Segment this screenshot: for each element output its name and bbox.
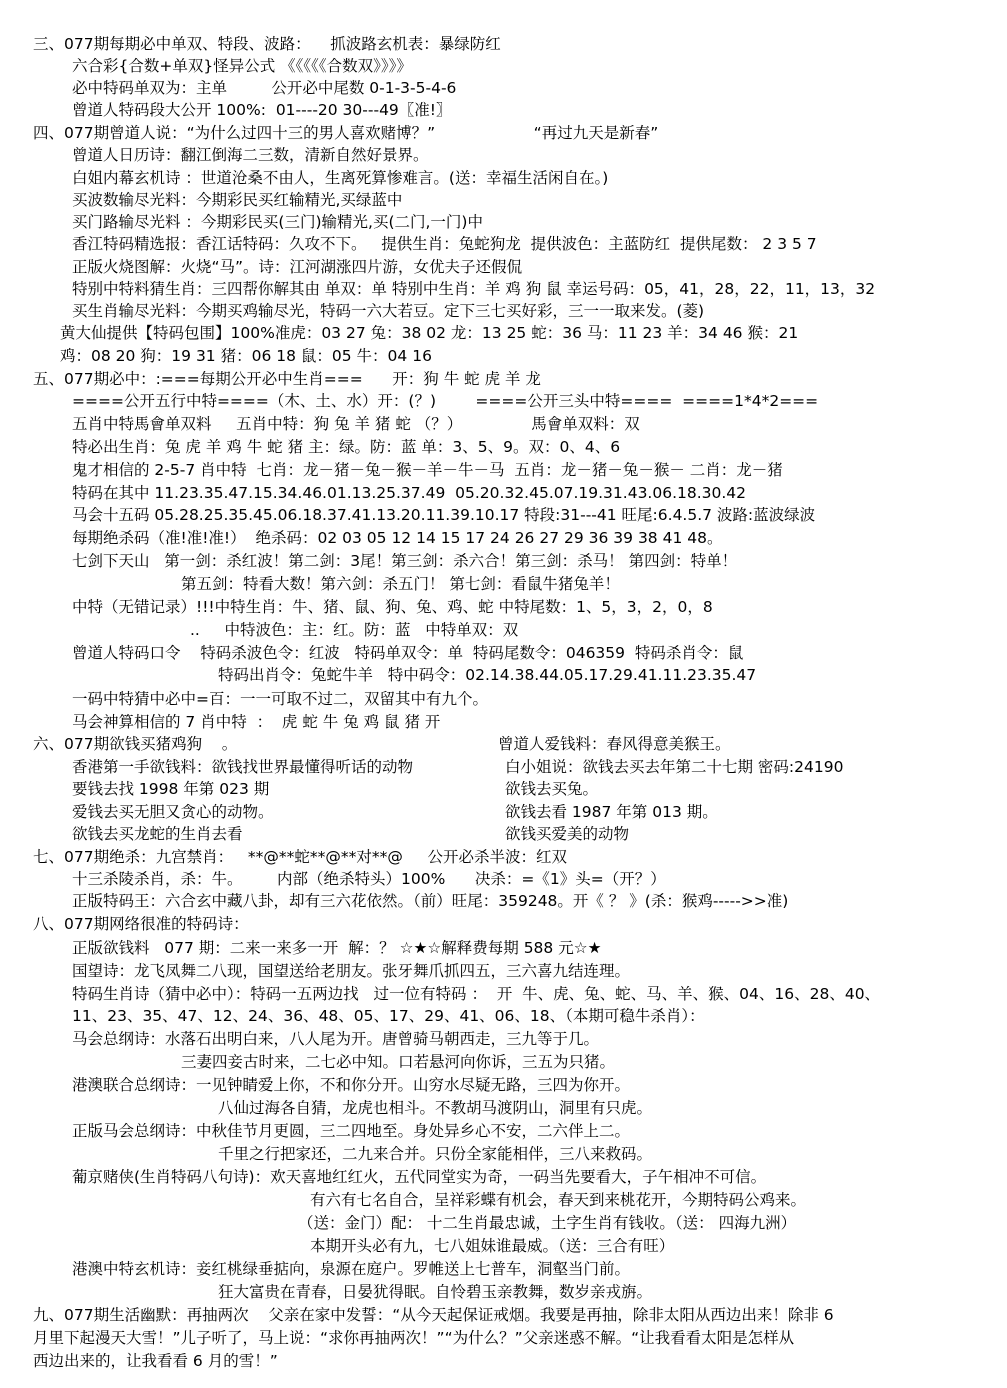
text-line: 必中特码单双为：主单 公开必中尾数 0-1-3-5-4-6 (72, 79, 457, 97)
text-line: 白姐内幕玄机诗 ：世道沧桑不由人，生离死算惨难言。(送：幸福生活闲自在。) (72, 169, 609, 187)
text-line: 欲钱买爱美的动物 (505, 825, 630, 843)
text-line: 欲钱去买兔。 (505, 780, 599, 798)
text-line: 鸡：08 20 狗：19 31 猪：06 18 鼠：05 牛：04 16 (60, 347, 432, 365)
text-line: 马会神算相信的 7 肖中特 ： 虎 蛇 牛 兔 鸡 鼠 猪 开 (72, 713, 441, 731)
text-line: 爱钱去买无胆又贪心的动物。 (72, 803, 274, 821)
text-line: 港澳中特玄机诗：妾红桃绿垂掂向，泉源在庭户。罗帷送上七普车，洞壑当门前。 (72, 1260, 631, 1278)
text-line: 特码在其中 11.23.35.47.15.34.46.01.13.25.37.49 05.20.32.45.07.19.31.43.06.18.30.42 (72, 484, 747, 502)
text-line: 11、23、35、47、12、24、36、48、05、17、29、41、06、18、（本期可稳牛杀肖）： (72, 1007, 705, 1025)
text-line: 本期开头必有九，七八姐妹谁最威。（送：三合有旺） (310, 1237, 675, 1255)
text-line: 狂大富贵在青春，日晏犹得眠。自怜碧玉亲教舞，数岁亲戎旃。 (218, 1283, 653, 1301)
text-line: 港澳联合总纲诗：一见钟睛爱上你，不和你分开。山穷水尽疑无路，三四为你开。 (72, 1076, 631, 1094)
text-line: 香江特码精选报：香江话特码：久攻不下。 提供生肖：兔蛇狗龙 提供波色：主蓝防红 提供尾数： 2 3 5 7 (72, 235, 817, 253)
text-line: 曾道人特码段大公开 100%: 01----20 30---49〖准!〗 (72, 101, 452, 119)
text-line: .. 中特波色：主：红。防：蓝 中特单双：双 (190, 621, 519, 639)
section-4-heading: 四、077期曾道人说：“为什么过四十三的男人喜欢赌博？” “再过九天是新春” (33, 124, 659, 142)
text-line: 正版特码王：六合玄中藏八卦，却有三六花依然。（前）旺尾：359248。开《 ？ 》(杀：猴鸡----->>准) (72, 892, 789, 910)
text-line: 马会总纲诗：水落石出明白来，八人尾为开。唐曾骑马朝西走，三九等于几。 (72, 1030, 600, 1048)
text-line: 月里下起漫天大雪！”儿子听了，马上说：“求你再抽两次！”“为什么？”父亲迷惑不解。“让我看看太阳是怎样从 (33, 1329, 795, 1347)
text-line: 正版欲钱料 077 期：二来一来多一开 解：？ ☆★☆解释费每期 588 元☆★ (72, 939, 602, 957)
text-line: 香港第一手欲钱料：欲钱找世界最懂得听话的动物 (72, 758, 414, 776)
section-6-heading: 六、077期欲钱买猪鸡狗 。 (33, 735, 238, 753)
section-8-heading: 八、077期网络很准的特码诗： (33, 915, 249, 933)
text-line: 要钱去找 1998 年第 023 期 (72, 780, 270, 798)
text-line: 马会十五码 05.28.25.35.45.06.18.37.41.13.20.11.39.10.17 特段:31---41 旺尾:6.4.5.7 波路:蓝波绿波 (72, 506, 816, 524)
text-line: 一码中特猜中必中=百：一一可取不过二，双留其中有九个。 (72, 690, 488, 708)
section-5-heading: 五、077期必中：:===每期公开必中生肖=== 开：狗 牛 蛇 虎 羊 龙 (33, 370, 541, 388)
text-line: 十三杀陵杀肖，杀：牛。 内部（绝杀特头）100% 决杀：=《1》头=（开？） (72, 870, 666, 888)
text-line: 买门路输尽光料 ：今期彩民买(三门)输精光,买(二门,一门)中 (72, 213, 483, 231)
text-line: 正版马会总纲诗：中秋佳节月更圆，三二四地至。身处异乡心不安，二六伴上二。 (72, 1122, 631, 1140)
text-line: 第五剑：特看大数！第六剑：杀五门！ 第七剑：看鼠牛猪兔羊！ (181, 575, 620, 593)
text-line: 特码出肖令：兔蛇牛羊 特中码令：02.14.38.44.05.17.29.41.11.23.35.47 (218, 666, 757, 684)
text-line: 欲钱去买龙蛇的生肖去看 (72, 825, 243, 843)
text-line: 葡京赌侠(生肖特码八句诗)：欢天喜地红红火，五代同堂实为奇，一码当先要看大，子午相冲不可信。 (72, 1168, 767, 1186)
text-line: 中特（无错记录）!!!中特生肖：牛、猪、鼠、狗、兔、鸡、蛇 中特尾数：1、5，3，2，0，8 (72, 598, 713, 616)
text-line: 黄大仙提供【特码包围】100%准虎：03 27 兔：38 02 龙：13 25 蛇：36 马：11 23 羊：34 46 猴：21 (60, 324, 799, 342)
text-line: 正版火烧图解：火烧“马”。诗：江河湖涨四片游，女优夫子还假侃 (72, 258, 523, 276)
text-line: 买生肖输尽光料：今期买鸡输尽光，特码一六大若豆。定下三七买好彩，三一一取来发。(菱) (72, 302, 705, 320)
text-line: 五肖中特馬會单双料 五肖中特：狗 兔 羊 猪 蛇 （？） 馬會单双料：双 (72, 415, 640, 433)
text-line: 六合彩{合数+单双}怪异公式 《《《《《合数双》》》》 (72, 57, 412, 75)
text-line: 鬼才相信的 2-5-7 肖中特 七肖：龙－猪－兔－猴－羊－牛－马 五肖：龙－猪－兔－猴－ 二肖：龙－猪 (72, 461, 783, 479)
text-line: （送：金门）配： 十二生肖最忠诚，土字生肖有钱收。（送： 四海九洲） (298, 1214, 797, 1232)
text-line: 八仙过海各自猜，龙虎也相斗。不教胡马渡阴山，洞里有只虎。 (218, 1099, 653, 1117)
text-line: 西边出来的，让我看看 6 月的雪！” (33, 1352, 278, 1370)
text-line: 买波数输尽光料：今期彩民买红输精光,买绿蓝中 (72, 191, 403, 209)
text-line: 有六有七名自合，呈祥彩蝶有机会，春天到来桃花开，今期特码公鸡来。 (310, 1191, 807, 1209)
text-line: ====公开五行中特====（木、土、水）开：(？) ====公开三头中特==== ====1*4*2=== (72, 392, 819, 410)
text-line: 千里之行把家还，二九来合并。只份全家能相伴，三八来救码。 (218, 1145, 653, 1163)
text-line: 特必出生肖：兔 虎 羊 鸡 牛 蛇 猪 主：绿。防：蓝 单：3、5、9。双：0、4、6 (72, 438, 621, 456)
text-line: 国望诗：龙飞凤舞二八现，国望送给老朋友。张牙舞爪抓四五，三六喜九结连理。 (72, 962, 631, 980)
text-line: 三妻四妾古时来，二七必中知。口若悬河向你诉，三五为只猪。 (181, 1053, 616, 1071)
text-line: 曾道人日历诗：翻江倒海二三数，清新自然好景界。 (72, 146, 429, 164)
text-line: 七剑下天山 第一剑：杀红波！第二剑：3尾！第三剑：杀六合！第三剑：杀马！ 第四剑：特单！ (72, 552, 738, 570)
section-3-heading: 三、077期每期必中单双、特段、波路： 抓波路玄机表：暴绿防红 (33, 35, 501, 53)
text-line: 特码生肖诗（猜中必中）：特码一五两边找 过一位有特码 ： 开 牛、虎、兔、蛇、马、羊、猴、04、16、28、40、 (72, 985, 881, 1003)
text-line: 曾道人特码口令 特码杀波色令：红波 特码单双令：单 特码尾数令：046359 特码杀肖令：鼠 (72, 644, 744, 662)
text-line: 曾道人爱钱料：春风得意美猴王。 (498, 735, 731, 753)
text-line: 特别中特料猜生肖：三四帮你解其由 单双：单 特别中生肖：羊 鸡 狗 鼠 幸运号码：05，41，28，22，11，13，32 (72, 280, 876, 298)
text-line: 白小姐说：欲钱去买去年第二十七期 密码:24190 (505, 758, 844, 776)
section-9-heading: 九、077期生活幽默：再抽两次 父亲在家中发誓：“从今天起保证戒烟。我要是再抽，除非太阳从西边出来！除非 6 (33, 1306, 834, 1324)
section-7-heading: 七、077期绝杀：九宫禁肖： **@**蛇**@**对**@ 公开必杀半波：红双 (33, 848, 568, 866)
text-line: 每期绝杀码（准!准!准!） 绝杀码：02 03 05 12 14 15 17 24 26 27 29 36 39 38 41 48。 (72, 529, 723, 547)
text-line: 欲钱去看 1987 年第 013 期。 (505, 803, 718, 821)
